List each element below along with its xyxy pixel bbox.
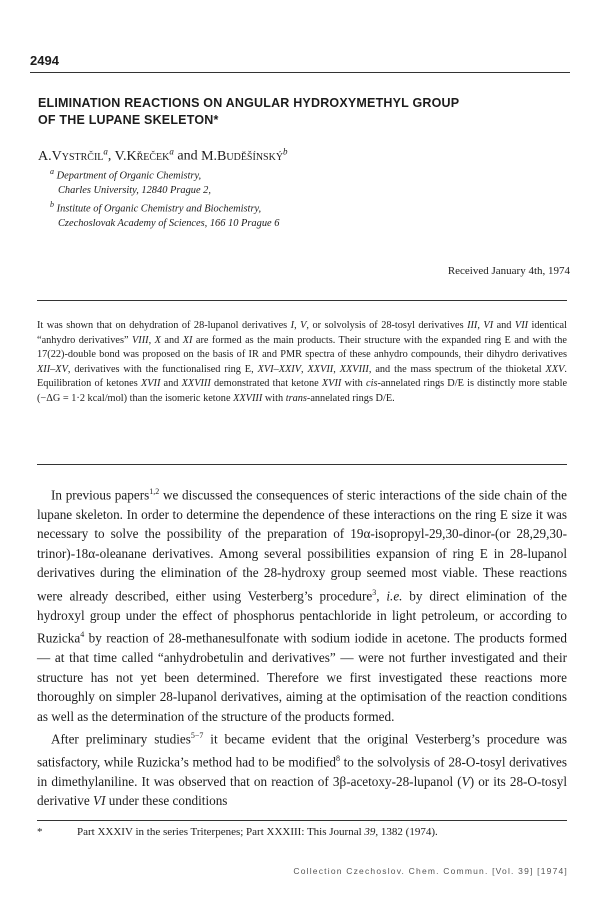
- author-conjunction: and: [177, 148, 198, 164]
- affiliation-b-line-1: $^b$ Institute of Organic Chemistry and Biochemistry,: [50, 200, 262, 215]
- received-date: Received January 4th, 1974: [447, 265, 570, 277]
- author-2: V.Křeček$^a$: [114, 146, 174, 164]
- author-list: A.Vystrčil$^a$, V.Křeček$^a$ and M.Budĕšínský$^b$: [38, 146, 288, 164]
- body-paragraph-2: After preliminary studies$^{5-7}$ it became evident that the original Vesterberg’s procedure was satisfactory, while Ruzicka’s method had to be modified$^8$ to the solvolysis of 28-O-tosyl derivatives in dimethylaniline. It was observed that on reaction of 3β-acetoxy-28-lupanol (V) or its 28-O-tosyl derivative VI under these conditions: [37, 731, 567, 809]
- footnote-rule: [37, 820, 567, 821]
- abstract-bottom-rule: [37, 464, 567, 465]
- footnote: * Part XXXIV in the series Triterpenes; Part XXXIII: This Journal 39, 1382 (1974).: [37, 826, 438, 838]
- body-text: [37, 482, 567, 811]
- page-number: 2494: [30, 53, 59, 68]
- abstract-text: It was shown that on dehydration of 28-lupanol derivatives I, V, or solvolysis of 28-tosyl derivatives III, VI and VII identical “anhydro derivatives” VIII, X and XI are formed as the main products. Their structure with the expanded ring E and with the 17(22)-double bond was proposed on the basis of IR and PMR spectra of these anhydro compounds, their dihydro derivatives XII–XV, derivatives with the functionalised ring E, XVI–XXIV, XXVII, XXVIII, and the mass spectrum of the thioketal XXV. Equilibration of ketones XVII and XXVIII demonstrated that ketone XVII with cis-annelated rings D/E is distinctly more stable (−ΔG = 1·2 kcal/mol) than the isomeric ketone XXVIII with trans-annelated rings D/E.: [37, 320, 568, 404]
- affiliation-b-line-2: Czechoslovak Academy of Sciences, 166 10 Prague 6: [58, 218, 280, 230]
- affiliation-a-line-2: Charles University, 12840 Prague 2,: [58, 184, 211, 196]
- title-line-1: ELIMINATION REACTIONS ON ANGULAR HYDROXYMETHYL GROUP: [38, 96, 460, 110]
- affiliations: [50, 165, 279, 232]
- abstract: [37, 319, 567, 407]
- journal-footer: Collection Czechoslov. Chem. Commun. [Vol. 39] [1974]: [293, 866, 568, 876]
- title-line-2: OF THE LUPANE SKELETON*: [38, 113, 219, 127]
- author-1: A.Vystrčil$^a$: [38, 146, 108, 164]
- body-paragraph-1: In previous papers$^{1,2}$ we discussed the consequences of steric interactions of the side chain of the lupane skeleton. In order to determine the dependence of these interactions on the ring E size it was necessary to solve the possibility of the preparation of 19α-isopropyl-29,30-dinor-(or 28,29,30-trinor)-18α-oleanane derivatives. Among several possibilities expansion of ring E in 28-lupanol derivatives during the elimination of the 28-hydroxy group seemed most viable. These reactions were already described, either using Vesterberg’s procedure$^3$, i.e. by direct elimination of the hydroxyl group under the effect of phosphorus pentachloride in light petroleum, or according to Ruzicka$^4$ by reaction of 28-methanesulfonate with sodium iodide in acetone. The products formed — at that time called “anhydrobetulin and derivatives” — were not further investigated and their structure has not yet been determined. Therefore we first investigated these reactions more thoroughly on simpler 28-lupanol derivatives, aiming at the optimisation of the reaction conditions as well as the determination of the structure of the products formed.: [37, 487, 567, 724]
- article-title: [38, 95, 568, 129]
- author-3: M.Budĕšínský$^b$: [201, 146, 288, 164]
- affiliation-a-line-1: $^a$ Department of Organic Chemistry,: [50, 167, 202, 182]
- abstract-top-rule: [37, 300, 567, 301]
- footnote-mark: *: [37, 826, 43, 838]
- header-rule: [30, 72, 570, 73]
